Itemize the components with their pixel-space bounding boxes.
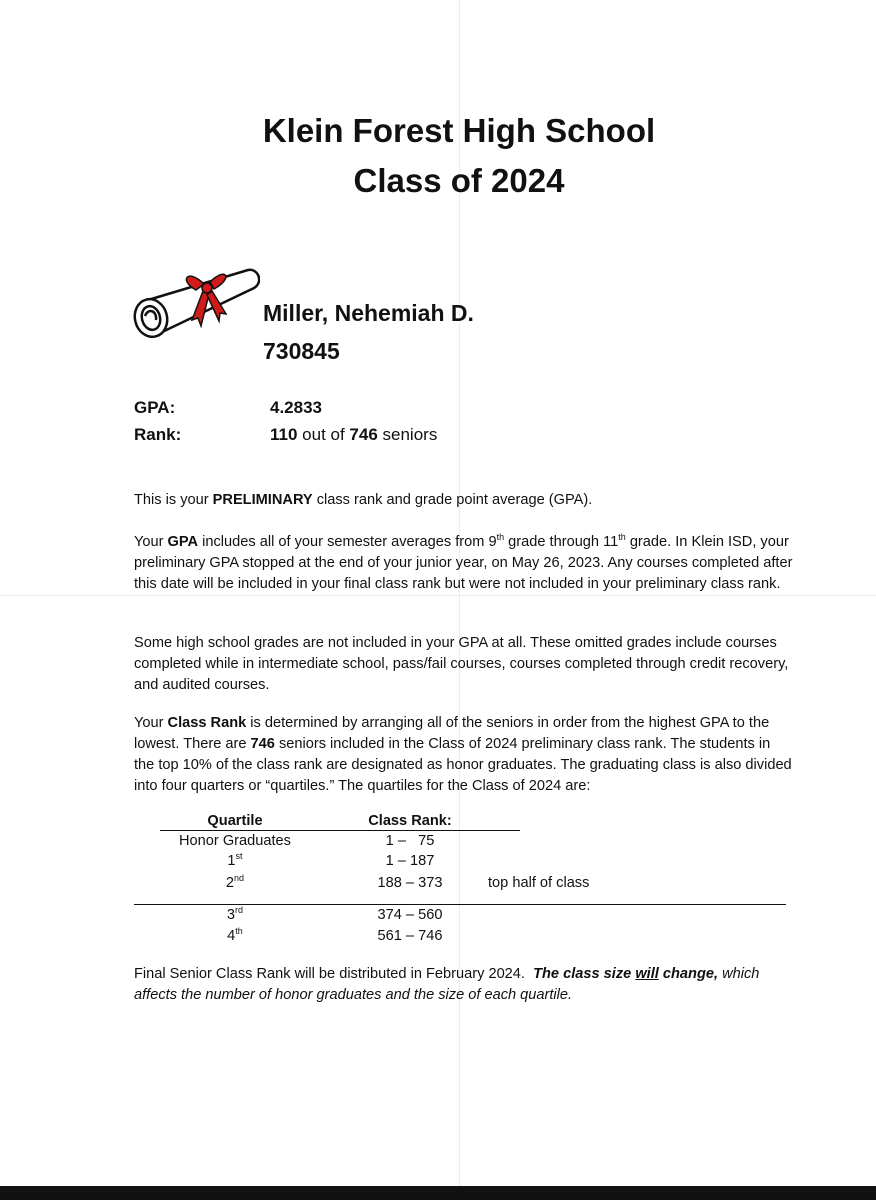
school-title: Klein Forest High School <box>262 112 656 149</box>
student-id: 730845 <box>263 338 340 364</box>
quartile-row-range: 1 – 187 <box>385 853 435 869</box>
student-name: Miller, Nehemiah D. <box>263 300 474 326</box>
preliminary-paragraph: This is your PRELIMINARY class rank and grade point average (GPA). <box>134 492 593 508</box>
quartile-row-range: 374 – 560 <box>377 907 443 923</box>
diploma-scroll-icon <box>130 262 260 342</box>
omitted-grades-paragraph: Some high school grades are not included in your GPA at all. These omitted grades include courses completed while in intermediate school, pass/fail courses, courses completed through credit recovery, and audited courses. <box>134 635 789 693</box>
top-half-note: top half of class <box>488 875 590 891</box>
quartile-row-label: Honor Graduates <box>179 833 291 849</box>
top-half-divider <box>134 904 786 905</box>
page-fold-horizontal <box>0 595 876 596</box>
quartile-row-range: 188 – 373 <box>377 875 443 891</box>
bottom-edge-bar <box>0 1186 876 1200</box>
final-rank-note: Final Senior Class Rank will be distributed in February 2024. The class size will change, which affects the number of honor graduates and the size of each quartile. <box>134 966 760 1003</box>
quartile-header: Quartile <box>207 813 263 829</box>
class-rank-paragraph: Your Class Rank is determined by arranging all of the seniors in order from the highest GPA to the lowest. There are 746 seniors included in the Class of 2024 preliminary class rank. The students in the top 10% of the class rank are designated as honor graduates. The graduating class is also divided into four quarters or “quartiles.” The quartiles for the Class of 2024 are: <box>134 715 792 794</box>
gpa-paragraph: Your GPA includes all of your semester averages from 9th grade through 11th grade. In Klein ISD, your preliminary GPA stopped at the end of your junior year, on May 26, 2023. Any courses completed after this date will be included in your final class rank but were not included in your preliminary class rank. <box>134 532 793 592</box>
class-rank-header: Class Rank: <box>368 813 452 829</box>
quartile-row-range: 1 – 75 <box>385 833 435 849</box>
quartile-row-label: 1st <box>227 851 243 869</box>
quartile-row-label: 3rd <box>226 905 244 923</box>
class-year-title: Class of 2024 <box>353 162 565 199</box>
rank-value: 110 out of 746 seniors <box>270 425 438 444</box>
table-header-rule <box>160 830 520 831</box>
quartile-row-label: 4th <box>227 926 243 944</box>
gpa-value: 4.2833 <box>270 398 322 417</box>
quartile-row-label: 2nd <box>225 873 245 891</box>
rank-label: Rank: <box>134 425 182 444</box>
quartile-row-range: 561 – 746 <box>377 928 443 944</box>
gpa-label: GPA: <box>134 398 176 417</box>
